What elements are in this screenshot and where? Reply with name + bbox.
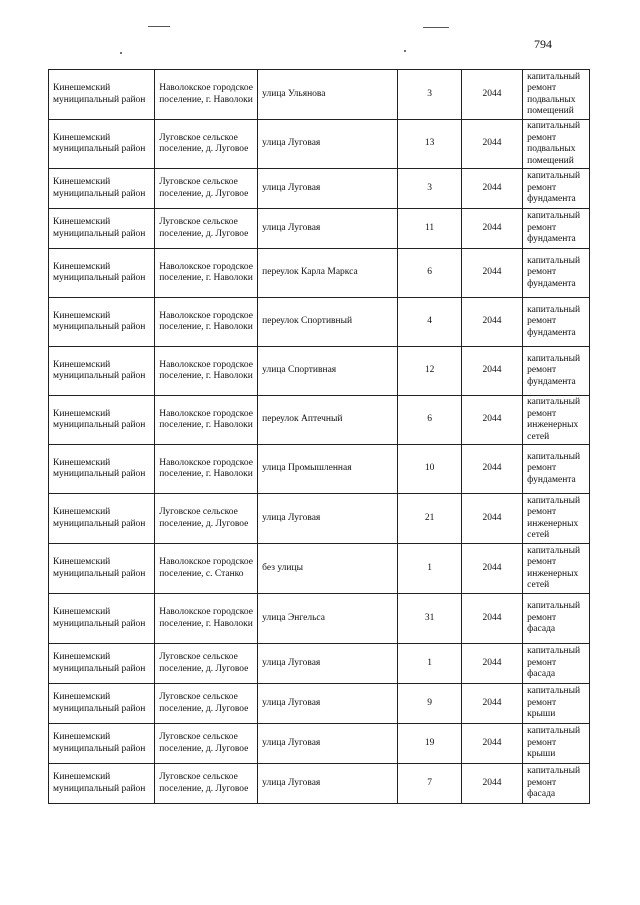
scan-artifact: [120, 52, 122, 54]
year-cell: 2044: [461, 298, 522, 347]
settlement-cell: Луговское сельское поселение, д. Луговое: [155, 644, 258, 684]
year-cell: 2044: [461, 396, 522, 445]
settlement-cell: Луговское сельское поселение, д. Луговое: [155, 764, 258, 804]
district-cell: Кинешемский муниципальный район: [49, 764, 155, 804]
street-cell: переулок Аптечный: [258, 396, 398, 445]
street-cell: улица Луговая: [258, 684, 398, 724]
table-row: [49, 544, 590, 594]
district-cell: Кинешемский муниципальный район: [49, 644, 155, 684]
house-number-cell: 4: [398, 298, 462, 347]
work-type-cell: капитальный ремонт фундамента: [523, 298, 590, 347]
street-cell: улица Ульянова: [258, 70, 398, 120]
settlement-cell: Наволокское городское поселение, г. Наволоки: [155, 347, 258, 396]
year-cell: 2044: [461, 70, 522, 120]
work-type-cell: капитальный ремонт фундамента: [523, 445, 590, 494]
table-row: [49, 169, 590, 209]
work-type-cell: капитальный ремонт инженерных сетей: [523, 396, 590, 445]
house-number-cell: 13: [398, 120, 462, 169]
street-cell: улица Луговая: [258, 644, 398, 684]
year-cell: 2044: [461, 544, 522, 594]
year-cell: 2044: [461, 209, 522, 249]
settlement-cell: Луговское сельское поселение, д. Луговое: [155, 684, 258, 724]
district-cell: Кинешемский муниципальный район: [49, 544, 155, 594]
house-number-cell: 11: [398, 209, 462, 249]
year-cell: 2044: [461, 494, 522, 544]
house-number-cell: 3: [398, 169, 462, 209]
work-type-cell: капитальный ремонт подвальных помещений: [523, 120, 590, 169]
year-cell: 2044: [461, 724, 522, 764]
settlement-cell: Наволокское городское поселение, г. Наволоки: [155, 298, 258, 347]
work-type-cell: капитальный ремонт инженерных сетей: [523, 544, 590, 594]
house-number-cell: 6: [398, 396, 462, 445]
work-type-cell: капитальный ремонт инженерных сетей: [523, 494, 590, 544]
street-cell: улица Луговая: [258, 209, 398, 249]
year-cell: 2044: [461, 445, 522, 494]
street-cell: улица Спортивная: [258, 347, 398, 396]
repair-schedule-table: [48, 69, 590, 804]
table-row: [49, 445, 590, 494]
street-cell: улица Луговая: [258, 120, 398, 169]
table-row: [49, 494, 590, 544]
street-cell: улица Луговая: [258, 764, 398, 804]
district-cell: Кинешемский муниципальный район: [49, 594, 155, 644]
street-cell: улица Луговая: [258, 169, 398, 209]
work-type-cell: капитальный ремонт фасада: [523, 644, 590, 684]
work-type-cell: капитальный ремонт фасада: [523, 594, 590, 644]
district-cell: Кинешемский муниципальный район: [49, 494, 155, 544]
district-cell: Кинешемский муниципальный район: [49, 724, 155, 764]
work-type-cell: капитальный ремонт фундамента: [523, 209, 590, 249]
district-cell: Кинешемский муниципальный район: [49, 120, 155, 169]
settlement-cell: Луговское сельское поселение, д. Луговое: [155, 724, 258, 764]
district-cell: Кинешемский муниципальный район: [49, 445, 155, 494]
settlement-cell: Наволокское городское поселение, г. Наволоки: [155, 594, 258, 644]
street-cell: без улицы: [258, 544, 398, 594]
work-type-cell: капитальный ремонт подвальных помещений: [523, 70, 590, 120]
settlement-cell: Луговское сельское поселение, д. Луговое: [155, 494, 258, 544]
scan-artifact: [423, 27, 449, 28]
house-number-cell: 9: [398, 684, 462, 724]
settlement-cell: Наволокское городское поселение, г. Наволоки: [155, 249, 258, 298]
house-number-cell: 6: [398, 249, 462, 298]
settlement-cell: Луговское сельское поселение, д. Луговое: [155, 120, 258, 169]
district-cell: Кинешемский муниципальный район: [49, 70, 155, 120]
table-row: [49, 347, 590, 396]
street-cell: переулок Спортивный: [258, 298, 398, 347]
table-row: [49, 298, 590, 347]
scan-artifact: [148, 26, 170, 27]
year-cell: 2044: [461, 169, 522, 209]
house-number-cell: 12: [398, 347, 462, 396]
settlement-cell: Наволокское городское поселение, с. Станко: [155, 544, 258, 594]
year-cell: 2044: [461, 684, 522, 724]
settlement-cell: Наволокское городское поселение, г. Наволоки: [155, 396, 258, 445]
table-row: [49, 396, 590, 445]
street-cell: улица Энгельса: [258, 594, 398, 644]
work-type-cell: капитальный ремонт фундамента: [523, 347, 590, 396]
work-type-cell: капитальный ремонт фундамента: [523, 169, 590, 209]
house-number-cell: 7: [398, 764, 462, 804]
house-number-cell: 1: [398, 644, 462, 684]
house-number-cell: 31: [398, 594, 462, 644]
house-number-cell: 1: [398, 544, 462, 594]
table-row: [49, 120, 590, 169]
year-cell: 2044: [461, 120, 522, 169]
settlement-cell: Луговское сельское поселение, д. Луговое: [155, 209, 258, 249]
year-cell: 2044: [461, 644, 522, 684]
work-type-cell: капитальный ремонт фундамента: [523, 249, 590, 298]
street-cell: переулок Карла Маркса: [258, 249, 398, 298]
work-type-cell: капитальный ремонт крыши: [523, 724, 590, 764]
work-type-cell: капитальный ремонт крыши: [523, 684, 590, 724]
table-row: [49, 684, 590, 724]
table-row: [49, 764, 590, 804]
district-cell: Кинешемский муниципальный район: [49, 209, 155, 249]
district-cell: Кинешемский муниципальный район: [49, 396, 155, 445]
year-cell: 2044: [461, 764, 522, 804]
street-cell: улица Луговая: [258, 494, 398, 544]
table-row: [49, 70, 590, 120]
table-body: [49, 70, 590, 804]
house-number-cell: 10: [398, 445, 462, 494]
settlement-cell: Наволокское городское поселение, г. Наволоки: [155, 70, 258, 120]
house-number-cell: 19: [398, 724, 462, 764]
table-row: [49, 644, 590, 684]
table-row: [49, 594, 590, 644]
street-cell: улица Промышленная: [258, 445, 398, 494]
scan-artifact: [404, 50, 406, 52]
street-cell: улица Луговая: [258, 724, 398, 764]
house-number-cell: 3: [398, 70, 462, 120]
district-cell: Кинешемский муниципальный район: [49, 249, 155, 298]
district-cell: Кинешемский муниципальный район: [49, 169, 155, 209]
settlement-cell: Наволокское городское поселение, г. Наволоки: [155, 445, 258, 494]
district-cell: Кинешемский муниципальный район: [49, 298, 155, 347]
district-cell: Кинешемский муниципальный район: [49, 347, 155, 396]
year-cell: 2044: [461, 594, 522, 644]
year-cell: 2044: [461, 347, 522, 396]
district-cell: Кинешемский муниципальный район: [49, 684, 155, 724]
house-number-cell: 21: [398, 494, 462, 544]
page-number: 794: [534, 37, 552, 51]
table-row: [49, 209, 590, 249]
settlement-cell: Луговское сельское поселение, д. Луговое: [155, 169, 258, 209]
year-cell: 2044: [461, 249, 522, 298]
work-type-cell: капитальный ремонт фасада: [523, 764, 590, 804]
table-row: [49, 724, 590, 764]
table-row: [49, 249, 590, 298]
